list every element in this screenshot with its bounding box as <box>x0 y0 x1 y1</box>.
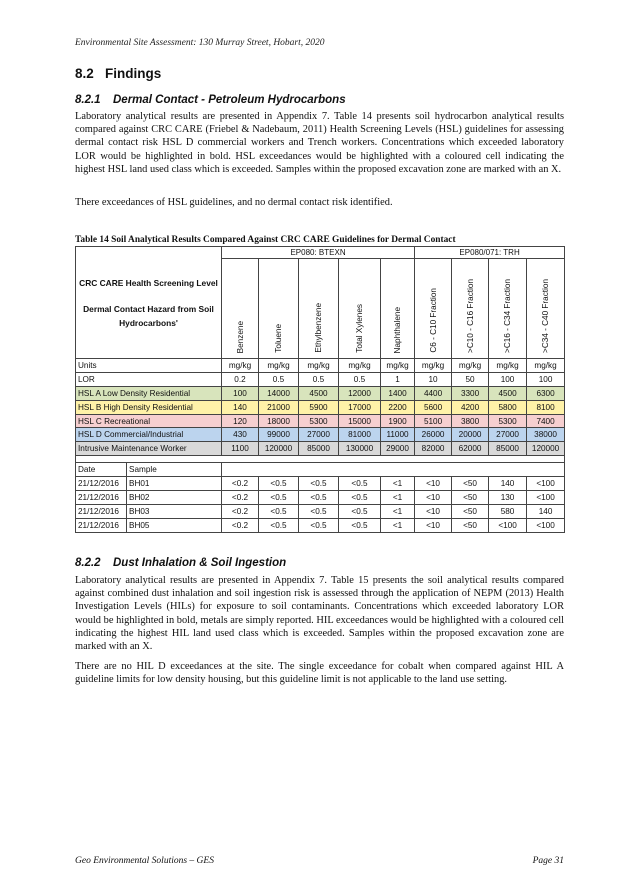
sample-value: <0.5 <box>339 491 381 505</box>
sample-value: 580 <box>489 504 527 518</box>
column-header <box>339 259 381 359</box>
column-header-label: C6 - C10 Fraction <box>428 288 438 353</box>
guideline-row <box>76 428 565 442</box>
guideline-value: 4500 <box>489 386 527 400</box>
guideline-value: 15000 <box>339 414 381 428</box>
sample-value: <0.5 <box>259 504 299 518</box>
sample-value: <0.5 <box>259 477 299 491</box>
column-header <box>452 259 489 359</box>
sample-header-sample: Sample <box>127 463 222 477</box>
guideline-value: 11000 <box>381 428 415 442</box>
dermal-paragraph-2: There exceedances of HSL guidelines, and no dermal contact risk identified. <box>75 197 393 208</box>
guideline-value: 85000 <box>489 442 527 456</box>
column-header <box>259 259 299 359</box>
guideline-value: 27000 <box>299 428 339 442</box>
sample-value: <0.5 <box>339 518 381 532</box>
subsection-title: Dermal Contact - Petroleum Hydrocarbons <box>113 94 346 106</box>
guideline-value: 120000 <box>527 442 565 456</box>
lor-cell: 0.2 <box>222 372 259 386</box>
units-label: Units <box>76 359 222 373</box>
header-line-1: CRC CARE Health Screening Level <box>79 277 218 288</box>
lor-cell: 0.5 <box>299 372 339 386</box>
sample-value: <0.5 <box>259 518 299 532</box>
lor-cell: 100 <box>489 372 527 386</box>
results-table <box>75 246 565 533</box>
guideline-value: 5100 <box>415 414 452 428</box>
guideline-value: 81000 <box>339 428 381 442</box>
guideline-value: 62000 <box>452 442 489 456</box>
footer-page-number: Page 31 <box>532 856 564 866</box>
group-header-btexn: EP080: BTEXN <box>222 247 415 259</box>
guideline-row <box>76 400 565 414</box>
guideline-value: 5800 <box>489 400 527 414</box>
lor-cell: 100 <box>527 372 565 386</box>
guideline-value: 5300 <box>299 414 339 428</box>
guideline-value: 26000 <box>415 428 452 442</box>
sample-value: <10 <box>415 491 452 505</box>
sample-header-blank <box>222 463 565 477</box>
lor-cell: 0.5 <box>339 372 381 386</box>
group-header-trh: EP080/071: TRH <box>415 247 565 259</box>
dermal-paragraph-1: Laboratory analytical results are presented in Appendix 7. Table 14 presents soil hydrocarbon analytical results compared against CRC CARE (Friebel & Nadebaum, 2011) Health Screening Levels (HSL) guidelines for assessing dermal contact risk HSL D commercial workers and Trench workers. Concentrations which exceeded laboratory LOR would be highlighted in bold. HSL exceedances would be highlighted with a coloured cell indicating the highest HSL land used class which is exceeded. Samples within the proposed excavation zone are marked with an X. <box>75 111 564 175</box>
guideline-value: 38000 <box>527 428 565 442</box>
sample-value: <100 <box>527 491 565 505</box>
guideline-value: 8100 <box>527 400 565 414</box>
guideline-value: 14000 <box>259 386 299 400</box>
sample-value: <0.2 <box>222 477 259 491</box>
sample-value: <100 <box>527 477 565 491</box>
sample-id: BH03 <box>127 504 222 518</box>
guideline-value: 3800 <box>452 414 489 428</box>
guideline-value: 99000 <box>259 428 299 442</box>
guideline-value: 4200 <box>452 400 489 414</box>
sample-value: <1 <box>381 477 415 491</box>
sample-value: 140 <box>527 504 565 518</box>
guideline-row <box>76 414 565 428</box>
sample-value: <50 <box>452 504 489 518</box>
sample-row <box>76 491 565 505</box>
column-header <box>381 259 415 359</box>
column-header <box>489 259 527 359</box>
subsection-heading-dust <box>75 557 286 569</box>
sample-value: <1 <box>381 504 415 518</box>
lor-cell: 0.5 <box>259 372 299 386</box>
sample-value: <100 <box>527 518 565 532</box>
guideline-value: 17000 <box>339 400 381 414</box>
guideline-value: 6300 <box>527 386 565 400</box>
guideline-label: HSL A Low Density Residential <box>76 386 222 400</box>
guideline-value: 140 <box>222 400 259 414</box>
sample-id: BH01 <box>127 477 222 491</box>
guideline-value: 120000 <box>259 442 299 456</box>
sample-value: <10 <box>415 504 452 518</box>
unit-cell: mg/kg <box>527 359 565 373</box>
sample-value: <1 <box>381 491 415 505</box>
guideline-value: 100 <box>222 386 259 400</box>
column-header-label: Toluene <box>274 324 283 353</box>
unit-cell: mg/kg <box>222 359 259 373</box>
column-header-label: Total Xylenes <box>355 304 364 353</box>
lor-cell: 1 <box>381 372 415 386</box>
guideline-value: 20000 <box>452 428 489 442</box>
column-header-label: Benzene <box>235 320 245 353</box>
sample-row <box>76 504 565 518</box>
sample-value: <0.5 <box>339 477 381 491</box>
column-header <box>527 259 565 359</box>
guideline-value: 85000 <box>299 442 339 456</box>
sample-value: 130 <box>489 491 527 505</box>
guideline-value: 12000 <box>339 386 381 400</box>
unit-cell: mg/kg <box>339 359 381 373</box>
lor-label: LOR <box>76 372 222 386</box>
unit-cell: mg/kg <box>259 359 299 373</box>
subsection-heading-dermal <box>75 94 346 106</box>
column-header-label: >C34 - C40 Fraction <box>541 279 551 353</box>
sample-value: <0.5 <box>259 491 299 505</box>
sample-value: <0.5 <box>299 491 339 505</box>
guideline-label: HSL D Commercial/Industrial <box>76 428 222 442</box>
guideline-value: 18000 <box>259 414 299 428</box>
guideline-value: 27000 <box>489 428 527 442</box>
guideline-value: 3300 <box>452 386 489 400</box>
column-header <box>415 259 452 359</box>
column-header-label: Ethylbenzene <box>314 303 323 353</box>
sample-value: <0.5 <box>339 504 381 518</box>
guideline-label: HSL B High Density Residential <box>76 400 222 414</box>
column-header-label: >C16 - C34 Fraction <box>503 279 513 353</box>
sample-value: <10 <box>415 477 452 491</box>
sample-id: BH05 <box>127 518 222 532</box>
guideline-row <box>76 386 565 400</box>
guideline-value: 21000 <box>259 400 299 414</box>
sample-value: <100 <box>489 518 527 532</box>
guideline-value: 130000 <box>339 442 381 456</box>
subsection-title: Dust Inhalation & Soil Ingestion <box>113 557 287 569</box>
guideline-value: 4400 <box>415 386 452 400</box>
guideline-value: 5600 <box>415 400 452 414</box>
sample-id: BH02 <box>127 491 222 505</box>
table-header-title <box>76 247 222 359</box>
sample-value: 140 <box>489 477 527 491</box>
sample-value: <50 <box>452 491 489 505</box>
column-header-label: Naphthalene <box>393 306 403 353</box>
guideline-value: 1900 <box>381 414 415 428</box>
sample-row <box>76 477 565 491</box>
table-caption: Table 14 Soil Analytical Results Compared Against CRC CARE Guidelines for Dermal Contact <box>75 235 456 245</box>
sample-value: <10 <box>415 518 452 532</box>
sample-row <box>76 518 565 532</box>
spacer-row <box>76 456 565 463</box>
guideline-row <box>76 442 565 456</box>
footer-company: Geo Environmental Solutions – GES <box>75 856 214 866</box>
subsection-number: 8.2.1 <box>75 94 101 106</box>
section-number: 8.2 <box>75 66 94 81</box>
guideline-value: 430 <box>222 428 259 442</box>
unit-cell: mg/kg <box>452 359 489 373</box>
section-heading <box>75 66 161 81</box>
lor-cell: 10 <box>415 372 452 386</box>
column-header <box>299 259 339 359</box>
column-header-label: >C10 - C16 Fraction <box>465 279 475 353</box>
sample-value: <0.5 <box>299 477 339 491</box>
guideline-value: 1100 <box>222 442 259 456</box>
sample-value: <0.5 <box>299 518 339 532</box>
sample-value: <1 <box>381 518 415 532</box>
guideline-label: Intrusive Maintenance Worker <box>76 442 222 456</box>
sample-date: 21/12/2016 <box>76 491 127 505</box>
guideline-value: 7400 <box>527 414 565 428</box>
sample-date: 21/12/2016 <box>76 504 127 518</box>
unit-cell: mg/kg <box>415 359 452 373</box>
sample-value: <0.2 <box>222 504 259 518</box>
sample-date: 21/12/2016 <box>76 477 127 491</box>
guideline-value: 82000 <box>415 442 452 456</box>
subsection-number: 8.2.2 <box>75 557 101 569</box>
guideline-value: 5300 <box>489 414 527 428</box>
guideline-value: 5900 <box>299 400 339 414</box>
guideline-value: 29000 <box>381 442 415 456</box>
lor-cell: 50 <box>452 372 489 386</box>
header-line-2: Dermal Contact Hazard from Soil Hydrocarbons' <box>83 303 214 328</box>
unit-cell: mg/kg <box>381 359 415 373</box>
dust-paragraph-2: There are no HIL D exceedances at the site. The single exceedance for cobalt when compared against HIL A guideline limits for low density housing, but this guideline limit is not applicable to the land use setting. <box>75 661 564 686</box>
dust-paragraph-1: Laboratory analytical results are presented in Appendix 7. Table 15 presents the soil analytical results compared against combined dust inhalation and soil ingestion risk is assessed through the application of NEPM (2013) Health Investigation Levels (HILs) for exposure to soil contaminants. Concentrations which exceeded laboratory LOR would be highlighted in bold, metals are simply reported. HIL exceedances would be highlighted with a coloured cell indicating the highest HIL land used class which is exceeded. Samples within the proposed excavation zone are marked with an X. <box>75 575 564 653</box>
sample-value: <0.5 <box>299 504 339 518</box>
running-header: Environmental Site Assessment: 130 Murray Street, Hobart, 2020 <box>75 38 325 48</box>
guideline-value: 120 <box>222 414 259 428</box>
sample-value: <50 <box>452 518 489 532</box>
unit-cell: mg/kg <box>299 359 339 373</box>
column-header <box>222 259 259 359</box>
guideline-value: 2200 <box>381 400 415 414</box>
unit-cell: mg/kg <box>489 359 527 373</box>
sample-value: <50 <box>452 477 489 491</box>
guideline-label: HSL C Recreational <box>76 414 222 428</box>
guideline-value: 4500 <box>299 386 339 400</box>
sample-value: <0.2 <box>222 518 259 532</box>
guideline-value: 1400 <box>381 386 415 400</box>
sample-header-date: Date <box>76 463 127 477</box>
section-title: Findings <box>105 66 162 81</box>
sample-date: 21/12/2016 <box>76 518 127 532</box>
sample-value: <0.2 <box>222 491 259 505</box>
